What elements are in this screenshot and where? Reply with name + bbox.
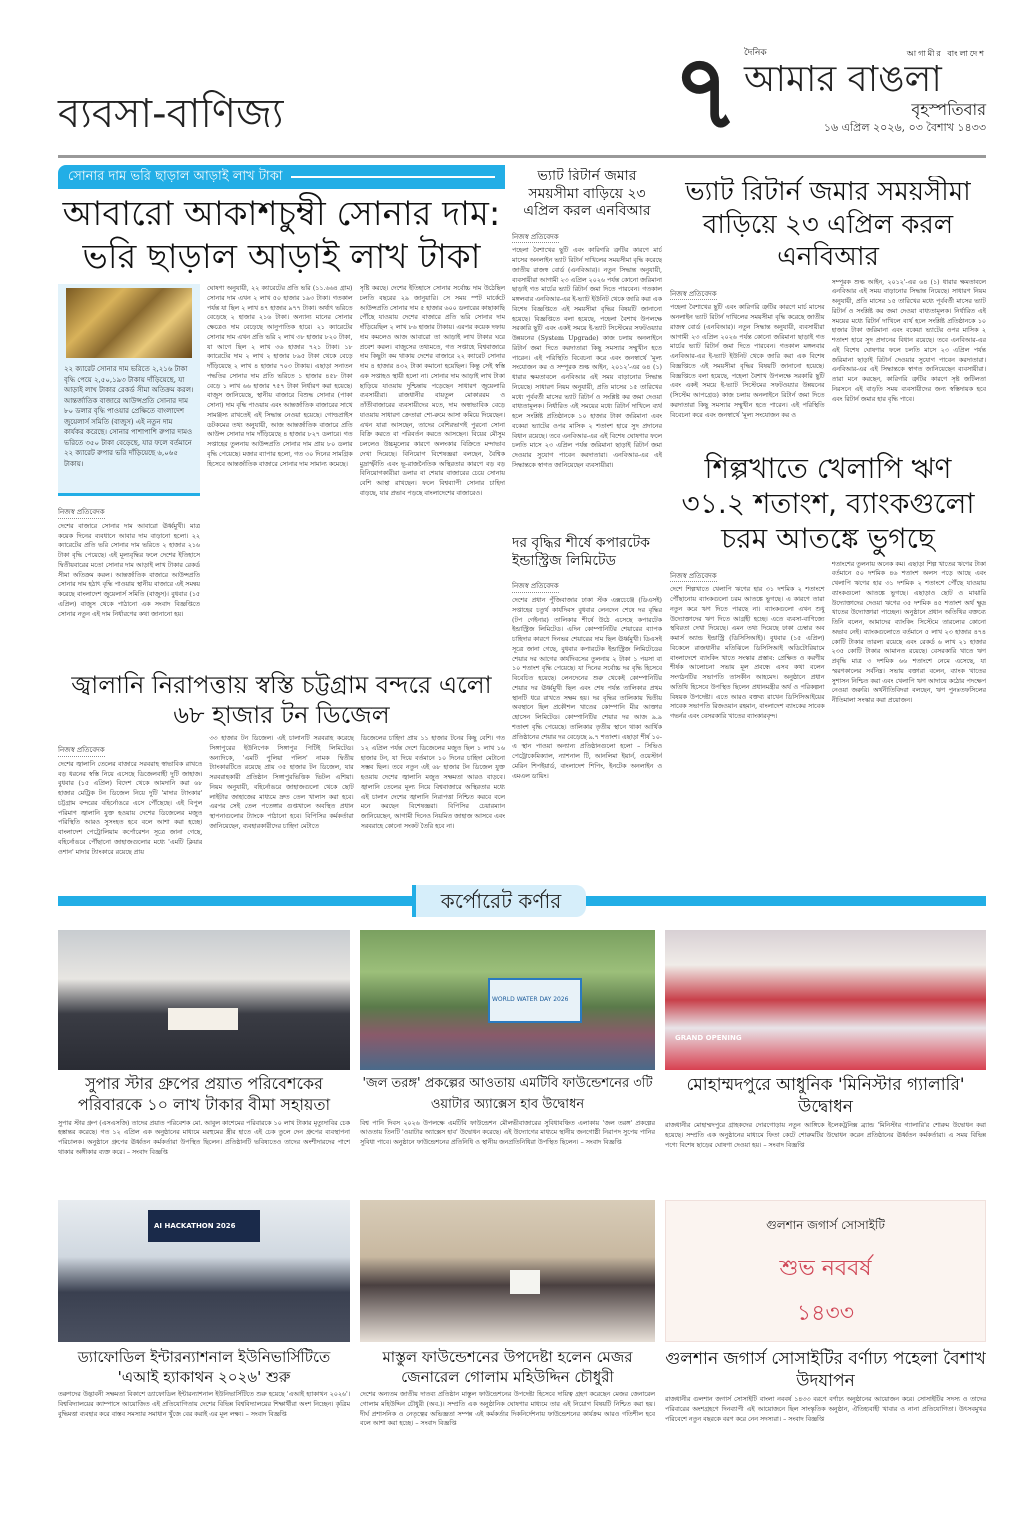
article-column: ঘোষণা অনুযায়ী, ২২ ক্যারেটের প্রতি ভরি (১১.৬৬৪ গ্রাম) সোনার দাম এখন ২ লাখ ৫০ হাজার ১৯৩ টাকা। গতকাল পর্যন্ত যা ছিল ২ লাখ ৪৭ হাজার ৯৭৭ টাকা। অর্থাৎ ভরিতে বেড়েছে ২ হাজার ২১৬ টাকা। অন্যান্য মানের সোনার ক্ষেত্রেও দাম বেড়েছে আনুপাতিক হারে। ২১ ক্যারেটের সোনার দাম এখন প্রতি ভরি ২ লাখ ৩৮ হাজার ৮২০ টাকা, যা আগে ছিল ২ লাখ ৩৬ হাজার ৭২১ টাকা। ১৮ ক্যারেটের দাম ২ লাখ ২ হাজার ৮৯৫ টাকা থেকে বেড়ে দাঁড়িয়েছে ২ লাখ ৪ হাজার ৭০৩ টাকায়। এছাড়া সনাতন পদ্ধতির সোনার দাম প্রতি ভরিতে ১ হাজার ৪৫৮ টাকা বেড়ে ১ লাখ ৬৬ হাজার ৭৫৭ টাকা নির্ধারণ করা হয়েছে। বাজুস জানিয়েছে, স্থানীয় বাজারে বিশুদ্ধ সোনার (পাকা সোনা) দাম বৃদ্ধি পাওয়ায় এবং আন্তর্জাতিক বাজারের সাথে সামঞ্জস্য রাখতেই এই সিদ্ধান্ত নেওয়া হয়েছে। গোল্ডপ্রাইস ডটকমের তথ্য অনুযায়ী, আজ আন্তর্জাতিক বাজারে প্রতি আউন্স সোনার দাম দাঁড়িয়েছে ৪ হাজার ৮২৭ ডলারে। গত সপ্তাহের তুলনায় আউন্সপ্রতি সোনার দাম প্রায় ৮০ ডলার বৃদ্ধি পেয়েছে। মজার ব্যাপার হলো, গত ৩০ দিনের সামগ্রিক হিসেবে আন্তর্জাতিক বাজারে সোনার দাম সামান্য কমেছে।: [207, 285, 353, 468]
article-column: সম্পূরক শুল্ক আইন, ২০১২'-এর ৬৪ (১) ধারার ক্ষমতাবলে এনবিআর এই সময় বাড়ানোর সিদ্ধান্ত নিয়েছে। সাধারণ নিয়ম অনুযায়ী, প্রতি মাসের ১৫ তারিখের মধ্যে পূর্ববর্তী মাসের ভ্যাট রিটার্ন ও সংশ্লিষ্ট কর জমা দেওয়া বাধ্যতামূলক। নির্ধারিত এই সময়ের মধ্যে রিটার্ন দাখিলে ব্যর্থ হলে সংশ্লিষ্ট প্রতিষ্ঠানকে ১০ হাজার টাকা জরিমানা এবং বকেয়া ভ্যাটের ওপর মাসিক ২ শতাংশ হারে সুদ প্রদানের বিধান রয়েছে। তবে এনবিআর-এর এই বিশেষ ঘোষণার ফলে চলতি মাসে ২৩ এপ্রিল পর্যন্ত জরিমানা ছাড়াই রিটার্ন দেওয়ার সুযোগ পাবেন করদাতারা। এনবিআর-এর এই সিদ্ধান্তকে স্বাগত জানিয়েছেন ব্যবসায়ীরা। তারা মনে করছেন, কারিগরি ত্রুটির কারণে সৃষ্ট জটিলতা নিরসনে এই বাড়তি সময় ব্যবসায়ীদের জন্য স্বস্তিদায়ক হবে এবং রিটার্ন জমার হার বৃদ্ধি পাবে।: [831, 278, 986, 403]
banner-text: WORLD WATER DAY 2026: [492, 996, 569, 1003]
corporate-story: [665, 1074, 986, 1178]
gold-sidebar-box: [58, 284, 200, 496]
byline: নিজস্ব প্রতিবেদক: [512, 582, 559, 593]
gold-kicker: [58, 165, 505, 189]
article-column: দেশের বাজারে সোনার দাম আবারো ঊর্ধ্বমুখী। মাত্র কয়েক দিনের ব্যবধানে আবার দাম বাড়ানো হলো। ২২ ক্যারেটের প্রতি ভরি সোনার দাম ভরিতে ২ হাজার ২১৬ টাকা বৃদ্ধি পেয়েছে। এই মূল্যবৃদ্ধির ফলে দেশের ইতিহাসে দ্বিতীয়বারের মতো সোনার দাম আড়াই লাখ টাকার রেকর্ড সীমা অতিক্রম করল। আন্তর্জাতিক বাজারে আউন্সপ্রতি সোনার দাম হঠাৎ বৃদ্ধি পাওয়ায় স্থানীয় বাজারে এই সমন্বয় করেছে বাংলাদেশ জুয়েলার্স সমিতি (বাজুস)। বুধবার (১৫ এপ্রিল) বাজুস থেকে পাঠানো এক সংবাদ বিজ্ঞপ্তিতে সোনার নতুন এই দাম নির্ধারণের কথা জানানো হয়।: [58, 522, 200, 618]
story-headline[interactable]: সুপার স্টার গ্রুপের প্রয়াত পরিবেশকের পরিবারকে ১০ লাখ টাকার বীমা সহায়তা: [77, 1074, 331, 1114]
story-body: [665, 1395, 986, 1476]
coppertech-headline[interactable]: দর বৃদ্ধির শীর্ষে কপারটেক ইন্ডাস্ট্রিজ লিমিটেড: [512, 535, 650, 569]
middle-column: [512, 168, 662, 862]
story-credit: – সংবাদ বিজ্ঞপ্তি: [783, 1415, 825, 1423]
default-loan-headline[interactable]: শিল্পখাতে খেলাপি ঋণ ৩১.২ শতাংশ, ব্যাংকগুলো চরম আতঙ্কে ভুগছে: [681, 451, 975, 555]
gulshan-joggers-poster: [665, 1200, 986, 1342]
article-column: দেশের জ্বালানি তেলের বাজারে সরবরাহ স্বাভাবিক রাখতে বড় ধরনের স্বস্তি নিয়ে এসেছে ডিজেলবাহী দুটি জাহাজ। বুধবার (১৫ এপ্রিল) বিদেশ থেকে আমদানি করা ৬৮ হাজার মেট্রিক টন ডিজেল নিয়ে দুটি 'মাদার ট্যাংকার' চট্টগ্রাম বন্দরের বহির্নোঙরে এসে পৌঁছেছে। এই বিপুল পরিমাণ জ্বালানি যুক্ত হওয়ায় দেশের ডিজেলের মজুত পরিস্থিতি আরও সুসংহত হবে বলে আশা করা হচ্ছে। বাংলাদেশ পেট্রোলিয়াম কর্পোরেশন সূত্রে জানা গেছে, বহির্নোঙরে পৌঁছানো জাহাজগুলোর মধ্যে 'এমটি ক্লিয়ার ওশান' মাদার ট্যাংকারে রয়েছে প্রায়: [58, 760, 203, 856]
article-column: সৃষ্টি করছে। দেশের ইতিহাসে সোনার সর্বোচ্চ দাম উঠেছিল চলতি বছরের ২৯ জানুয়ারি। সে সময় স্পট মার্কেটে আউন্সপ্রতি সোনার দাম ৫ হাজার ৬০০ ডলারের কাছাকাছি পৌঁছে যাওয়ায় দেশের বাজারে প্রতি ভরি সোনার দাম দাঁড়িয়েছিল ২ লাখ ৮৬ হাজার টাকায়। এরপর কয়েক দফায় দাম কমলেও আজ আবারো তা আড়াই লাখ টাকার ঘরে প্রবেশ করল। বাজুসের তথ্যমতে, গত সপ্তাহে বিশ্ববাজারে দাম কিছুটা কম থাকায় দেশের বাজারে ২২ ক্যারেট সোনার দাম ৪ হাজার ৪৩২ টাকা কমানো হয়েছিল। কিন্তু সেই স্বস্তি এক সপ্তাহও স্থায়ী হলো না। সোনার দাম আড়াই লাখ টাকা ছাড়িয়ে যাওয়ায় দুশ্চিন্তায় পড়েছেন সাধারণ জুয়েলারি ব্যবসায়ীরা। রাজধানীর বায়তুল মোকাররম ও তাঁতীবাজারের ব্যবসায়ীদের মতে, দাম অস্বাভাবিক বেড়ে যাওয়ায় সাধারণ ক্রেতারা শো-রুমে আসা কমিয়ে দিয়েছেন। এখন যারা আসছেন, তাদের বেশিরভাগই পুরনো সোনা বিক্রি করতে বা পরিবর্তন করতে আসছেন। বিয়ের মৌসুম চললেও উচ্চমূল্যের কারণে অলংকার বিক্রিতে মন্দাভাব দেখা দিয়েছে। বিনিয়োগ বিশেষজ্ঞরা বলছেন, বৈশ্বিক মুদ্রাস্ফীতি এবং ভূ-রাজনৈতিক অস্থিরতার কারণে বড় বড় বিনিয়োগকারীরা ডলার বা শেয়ার বাজারের চেয়ে সোনায় বেশি আস্থা রাখছেন। ফলে বিশ্বব্যাপী সোনার চাহিদা বাড়ছে, যার প্রভাব পড়ছে বাংলাদেশের বাজারেও।: [359, 285, 505, 497]
corporate-story: [58, 1348, 350, 1476]
right-column: [670, 176, 986, 862]
article-column: পহেলা বৈশাখের ছুটি এবং কারিগরি ত্রুটির কারণে মার্চ মাসের অনলাইন ভ্যাট রিটার্ন দাখিলের সময়সীমা বৃদ্ধি করেছে জাতীয় রাজস্ব বোর্ড (এনবিআর)। নতুন সিদ্ধান্ত অনুযায়ী, ব্যবসায়ীরা আগামী ২৩ এপ্রিল ২০২৬ পর্যন্ত কোনো জরিমানা ছাড়াই গত মার্চের ভ্যাট রিটার্ন জমা দিতে পারবেন। গতকাল মঙ্গলবার এনবিআর-এর ই-ভ্যাট ইউনিট থেকে জারি করা এক বিশেষ বিজ্ঞপ্তিতে এই সময়সীমা বৃদ্ধির বিষয়টি জানানো হয়েছে। বিজ্ঞপ্তিতে বলা হয়েছে, পহেলা বৈশাখ উপলক্ষে সরকারি ছুটি এবং একই সময়ে ই-ভ্যাট সিস্টেমের সফটওয়্যার উন্নয়নের (সিস্টেম আপগ্রেড) কাজ চলায় অনলাইনে রিটার্ন জমা দিতে করদাতারা কিছু সমস্যার সম্মুখীন হতে পারেন। এই পরিস্থিতি বিবেচনা করে এবং জনস্বার্থে 'মূল্য সংযোজন কর ও: [670, 304, 825, 419]
certificate: [510, 1270, 540, 1294]
kicker-line: [291, 176, 495, 178]
story-text: সুপার স্টার গ্রুপ (এসএসজি) তাদের প্রয়াত পরিবেশক মো. আবুল কাশেমের পরিবারকে ১০ লাখ টাকার মৃত্যুদাবির চেক হস্তান্তর করেছে। গত ১২ এপ্রিল এক অনুষ্ঠানের মাধ্যমে মরহুমের স্ত্রীর হাতে এই চেক তুলে দেন গ্রুপের ব্যবস্থাপনা পরিচালক। অনুষ্ঠানে গ্রুপের ঊর্ধ্বতন কর্মকর্তারা উপস্থিত ছিলেন। প্রতিষ্ঠানটি ভবিষ্যতেও তাদের অংশীদারদের পাশে থাকার অঙ্গীকার ব্যক্ত করে।: [58, 1119, 350, 1156]
masthead-rule: [58, 155, 986, 158]
poster-greeting: শুভ নববর্ষ: [779, 1256, 872, 1281]
story-body: [665, 1121, 986, 1178]
minister-gallery-photo: [665, 930, 986, 1070]
diesel-columns: [58, 734, 505, 862]
article-column: পহেলা বৈশাখের ছুটি এবং কারিগরি ত্রুটির কারণে মার্চ মাসের অনলাইন ভ্যাট রিটার্ন দাখিলের সময়সীমা বৃদ্ধি করেছে জাতীয় রাজস্ব বোর্ড (এনবিআর)। নতুন সিদ্ধান্ত অনুযায়ী, ব্যবসায়ীরা আগামী ২৩ এপ্রিল ২০২৬ পর্যন্ত কোনো জরিমানা ছাড়াই গত মার্চের ভ্যাট রিটার্ন জমা দিতে পারবেন। গতকাল মঙ্গলবার এনবিআর-এর ই-ভ্যাট ইউনিট থেকে জারি করা এক বিশেষ বিজ্ঞপ্তিতে এই সময়সীমা বৃদ্ধির বিষয়টি জানানো হয়েছে। বিজ্ঞপ্তিতে বলা হয়েছে, পহেলা বৈশাখ উপলক্ষে সরকারি ছুটি এবং একই সময়ে ই-ভ্যাট সিস্টেমের সফটওয়্যার উন্নয়নের (System Upgrade) কাজ চলায় অনলাইনে রিটার্ন জমা দিতে করদাতারা কিছু সমস্যার সম্মুখীন হতে পারেন। এই পরিস্থিতি বিবেচনা করে এবং জনস্বার্থে 'মূল্য সংযোজন কর ও সম্পূরক শুল্ক আইন, ২০১২'-এর ৬৪ (১) ধারার ক্ষমতাবলে এনবিআর এই সময় বাড়ানোর সিদ্ধান্ত নিয়েছে। সাধারণ নিয়ম অনুযায়ী, প্রতি মাসের ১৫ তারিখের মধ্যে পূর্ববর্তী মাসের ভ্যাট রিটার্ন ও সংশ্লিষ্ট কর জমা দেওয়া বাধ্যতামূলক। নির্ধারিত এই সময়ের মধ্যে রিটার্ন দাখিলে ব্যর্থ হলে সংশ্লিষ্ট প্রতিষ্ঠানকে ১০ হাজার টাকা জরিমানা এবং বকেয়া ভ্যাটের ওপর মাসিক ২ শতাংশ হারে সুদ প্রদানের বিধান রয়েছে। তবে এনবিআর-এর এই বিশেষ ঘোষণার ফলে চলতি মাসে ২৩ এপ্রিল পর্যন্ত জরিমানা ছাড়াই রিটার্ন জমা দেওয়ার সুযোগ পাবেন করদাতারা। এনবিআর-এর এই সিদ্ধান্তকে স্বাগত জানিয়েছেন ব্যবসায়ীরা।: [512, 247, 662, 469]
corporate-story: [665, 1348, 986, 1476]
story-credit: – সংবাদ বিজ্ঞপ্তি: [763, 1141, 805, 1149]
mastul-foundation-photo: [360, 1200, 655, 1342]
gold-headline[interactable]: আবারো আকাশচুম্বী সোনার দাম: ভরি ছাড়াল আড়াই লাখ টাকা: [62, 194, 501, 277]
story-credit: – সংবাদ বিজ্ঞপ্তি: [415, 1420, 457, 1428]
corporate-corner-label: কর্পোরেট কর্ণার: [412, 885, 586, 917]
story-body: [58, 1119, 350, 1178]
story-headline[interactable]: 'জল তরঙ্গ' প্রকল্পের আওতায় এমটিবি ফাউন্ডেশনের ৩টি ওয়াটার অ্যাক্সেস হাব উদ্বোধন: [362, 1076, 653, 1112]
newspaper-logo: [744, 59, 986, 100]
gold-column-left: [58, 284, 200, 657]
byline: নিজস্ব প্রতিবেদক: [58, 746, 105, 757]
corporate-story: [360, 1074, 655, 1178]
daffodil-hackathon-photo: [58, 1200, 350, 1342]
banner-text: GRAND OPENING: [675, 1034, 742, 1042]
gold-columns: [58, 284, 505, 657]
page-number: ৭: [672, 31, 740, 153]
story-text: রাজধানীর গুলশান জগার্স সোসাইটি বাংলা নববর্ষ ১৪৩৩ বরণে বর্ণাঢ্য অনুষ্ঠানের আয়োজন করে। সোসাইটির সদস্য ও তাদের পরিবারের অংশগ্রহণে দিনব্যাপী এই আয়োজনে ছিল সাংস্কৃতিক অনুষ্ঠান, ঐতিহ্যবাহী খাবার ও নানা প্রতিযোগিতা। উৎসবমুখর পরিবেশে নতুন বছরকে বরণ করে নেন সদস্যরা।: [665, 1396, 986, 1423]
vat-headline[interactable]: ভ্যাট রিটার্ন জমার সময়সীমা বাড়িয়ে ২৩ এপ্রিল করল এনবিআর: [685, 177, 971, 272]
story-credit: – সংবাদ বিজ্ঞপ্তি: [580, 1139, 622, 1147]
default-loan-columns: [670, 560, 986, 863]
default-loan-column-left: [670, 560, 825, 863]
article-column: ডিজেলের চাহিদা প্রায় ১১ হাজার টনের কিছু বেশি। গত ১২ এপ্রিল পর্যন্ত দেশে ডিজেলের মজুত ছিল ১ লাখ ১৬ হাজার টন, যা দিয়ে বর্তমানে ১০ দিনের চাহিদা মেটানো সম্ভব ছিল। তবে নতুন এই ৬৮ হাজার টন ডিজেল যুক্ত হওয়ায় দেশের জ্বালানি মজুত সক্ষমতা আরও বাড়বে। জ্বালানি তেলের মূল্য নিয়ে বিশ্ববাজারে অস্থিরতার মধ্যে এই চালান দেশের জ্বালানি নিরাপত্তা নিশ্চিত করবে বলে মনে করছেন বিশেষজ্ঞরা। বিপিসির চেয়ারম্যান জানিয়েছেন, আগামী দিনেও নিয়মিত জাহাজ আসবে এবং সরবরাহে কোনো সংকট তৈরি হবে না।: [360, 735, 505, 830]
story-headline[interactable]: ড্যাফোডিল ইন্টারন্যাশনাল ইউনিভার্সিটিতে 'এআই হ্যাকাথন ২০২৬' শুরু: [77, 1348, 331, 1386]
story-body: [58, 1390, 350, 1476]
issue-date: ১৬ এপ্রিল ২০২৬, ০৩ বৈশাখ ১৪৩৩: [823, 120, 986, 134]
masthead: [744, 48, 986, 135]
article-column: ৩৩ হাজার টন ডিজেল। এই চালানটি সরবরাহ করেছে সিঙ্গাপুরের ইউনিপেক সিঙ্গাপুর পিটিই লিমিটেড। অন্যদিকে, 'এমটি পুলিয়া পলিস' নামক দ্বিতীয় ট্যাংকারটিতে রয়েছে প্রায় ৩৫ হাজার টন ডিজেল, যার সরবরাহকারী প্রতিষ্ঠান সিঙ্গাপুরভিত্তিক ভিটল এশিয়া। নিয়ম অনুযায়ী, বহির্নোঙরে জাহাজগুলো থেকে ছোট লাইটার জাহাজের মাধ্যমে দ্রুত তেল খালাস করা হবে। এরপর সেই তেল পতেঙ্গার গুপ্তখালে অবস্থিত প্রধান স্থাপনাগুলোর ট্যাংকে পাঠানো হবে। বিপিসির কর্মকর্তারা জানিয়েছেন, ব্যবহারকারীদের চাহিদা মেটাতে: [209, 735, 354, 830]
story-text: বিশ্ব পানি দিবস ২০২৬ উপলক্ষে এমটিবি ফাউন্ডেশন মৌলভীবাজারের সুবিধাবঞ্চিত এলাকায় 'জল তরঙ্গ' প্রকল্পের আওতায় তিনটি 'ওয়াটার অ্যাক্সেস হাব' উদ্বোধন করেছে। এই উদ্যোগের মাধ্যমে স্থানীয় জনগোষ্ঠী নিরাপদ সুপেয় পানির সুবিধা পাবে। অনুষ্ঠানে ফাউন্ডেশনের প্রতিনিধি ও স্থানীয় জনপ্রতিনিধিরা উপস্থিত ছিলেন।: [360, 1119, 655, 1147]
byline: নিজস্ব প্রতিবেদক: [670, 572, 717, 583]
diesel-headline[interactable]: জ্বালানি নিরাপত্তায় স্বস্তি চট্টগ্রাম বন্দরে এলো ৬৮ হাজার টন ডিজেল: [71, 671, 492, 729]
super-star-group-photo: [58, 930, 350, 1070]
story-body: [360, 1390, 655, 1476]
vat-small-headline[interactable]: ভ্যাট রিটার্ন জমার সময়সীমা বাড়িয়ে ২৩ এপ্রিল করল এনবিআর: [523, 168, 651, 219]
vat-columns: [670, 278, 986, 443]
byline: নিজস্ব প্রতিবেদক: [670, 290, 717, 301]
diesel-column-left: [58, 734, 202, 862]
story-body: [360, 1119, 655, 1178]
corporate-story: [360, 1348, 655, 1476]
byline: নিজস্ব প্রতিবেদক: [512, 233, 559, 244]
story-text: তরুণদের উদ্ভাবনী সক্ষমতা বিকাশে ড্যাফোডিল ইন্টারন্যাশনাল ইউনিভার্সিটিতে শুরু হয়েছে 'এআই হ্যাকাথন ২০২৬'। বিশ্ববিদ্যালয়ের ক্যাম্পাসে আয়োজিত এই প্রতিযোগিতায় দেশের বিভিন্ন বিশ্ববিদ্যালয়ের শিক্ষার্থীরা অংশ নিচ্ছেন। কৃত্রিম বুদ্ধিমত্তা ব্যবহার করে বাস্তব সমস্যার সমাধান খুঁজে বের করাই এর মূল লক্ষ্য।: [58, 1391, 350, 1418]
kicker-text: সোনার দাম ভরি ছাড়াল আড়াই লাখ টাকা: [68, 168, 283, 184]
article-column: দেশে শিল্পখাতে খেলাপি ঋণের হার ৩১ দশমিক ২ শতাংশে পৌঁছানোয় ব্যাংকগুলো চরম আতঙ্কে ভুগছে। এ কারণে তারা নতুন করে ঋণ দিতে পারছে না। ব্যাংকগুলো এখন শুধু উদ্যোক্তাদের ঋণ দিতে আগ্রহী হচ্ছে। এতে ব্যবসা-বাণিজ্যে স্থবিরতা দেখা দিয়েছে। এমন তথ্য দিয়েছে ঢাকা চেম্বার অব কমার্স অ্যান্ড ইন্ডাস্ট্রি (ডিসিসিআই)। বুধবার (১৫ এপ্রিল) বিকেলে রাজধানীর মতিঝিলে ডিসিসিআই অডিটোরিয়ামে বাংলাদেশে ব্যাংকিং খাতে সংস্কার প্রস্তাব: প্রেক্ষিত ও করণীয় শীর্ষক আলোচনা সভায় মূল প্রবন্ধে এসব কথা বলেন সংগঠনটির সভাপতি তাসকীন আহমেদ। অনুষ্ঠানে প্রধান অতিথি হিসেবে উপস্থিত ছিলেন প্রধানমন্ত্রীর অর্থ ও পরিকল্পনা বিষয়ক উপদেষ্টা। এতে আরও বক্তব্য রাখেন ডিসিসিআইয়ের সাবেক সভাপতি রিজওয়ান রহমান, বাংলাদেশ ব্যাংকের সাবেক গভর্নর এবং বেসরকারি খাতের ব্যাংকারবৃন্দ।: [670, 586, 825, 721]
story-credit: – সংবাদ বিজ্ঞপ্তি: [126, 1148, 168, 1156]
logo-daily: দৈনিক: [744, 48, 767, 58]
logo-tagline: আগামীর বাংলাদেশ: [906, 49, 986, 59]
vat-column-left: [670, 278, 825, 443]
logo-text: আমার বাঙলা: [744, 58, 942, 100]
byline: নিজস্ব প্রতিবেদক: [58, 508, 105, 519]
poster-title: গুলশান জগার্স সোসাইটি: [766, 1218, 885, 1232]
weekday: বৃহস্পতিবার: [911, 100, 986, 120]
article-column: দেশের প্রধান পুঁজিবাজার ঢাকা স্টক এক্সচেঞ্জে (ডিএসই) সপ্তাহের চতুর্থ কার্যদিবস বুধবার লেনদেন শেষে দর বৃদ্ধির (টপ গেইনার) তালিকার শীর্ষে উঠে এসেছে কপারটেক ইন্ডাস্ট্রিজ লিমিটেড। এদিন কোম্পানিটির শেয়ারের ব্যাপক চাহিদার কারণে দিনভর শেয়ারের দাম ছিল ঊর্ধ্বমুখী। ডিএসই সূত্রে জানা গেছে, বুধবার কপারটেক ইন্ডাস্ট্রিজ লিমিটেডের শেয়ার দর আগের কার্যদিবসের তুলনায় ২ টাকা ১ পয়সা বা ১০ শতাংশ বৃদ্ধি পেয়েছে। যা দিনের সর্বোচ্চ দর বৃদ্ধি হিসেবে বিবেচিত হয়েছে। লেনদেনের শুরু থেকেই কোম্পানিটির শেয়ার দর ঊর্ধ্বমুখী ছিল এবং শেষ পর্যন্ত তালিকার প্রথম স্থানটি ধরে রাখতে সক্ষম হয়। দর বৃদ্ধির তালিকায় দ্বিতীয় অবস্থানে ছিল প্রকৌশল খাতের কোম্পানি মীর আক্তার হোসেন লিমিটেড। কোম্পানিটির শেয়ার দর আজ ৯.৯ শতাংশ বৃদ্ধি পেয়েছে। তালিকার তৃতীয় স্থানে থাকা আর্থিক প্রতিষ্ঠানের শেয়ার দর বেড়েছে ৯.৭ শতাংশ। এছাড়া শীর্ষ ১০-এ স্থান পাওয়া অন্যান্য প্রতিষ্ঠানগুলো হলো – সিভিও পেট্রোকেমিক্যাল, ন্যাশনাল টি, আনলিমা ইয়ার্ন, ওয়েস্টার্ন মেরিন শিপইয়ার্ড, বাংলাদেশ শিপিং, ইনটেক অনলাইন ও এমএল ডায়িং।: [512, 597, 662, 780]
section-title: ব্যবসা-বাণিজ্য: [58, 91, 284, 137]
story-headline[interactable]: গুলশান জগার্স সোসাইটির বর্ণাঢ্য পহেলা বৈশাখ উদযাপন: [665, 1349, 986, 1392]
story-headline[interactable]: মোহাম্মদপুরে আধুনিক 'মিনিস্টার গ্যালারি' উদ্বোধন: [686, 1075, 965, 1118]
gold-jewelry-photo: [66, 288, 192, 358]
corporate-story: [58, 1074, 350, 1178]
cheque-board: [168, 1008, 238, 1030]
diesel-story: [58, 670, 505, 862]
poster-year: ১৪৩৩: [796, 1301, 855, 1326]
story-headline[interactable]: মাস্তুল ফাউন্ডেশনের উপদেষ্টা হলেন মেজর জেনারেল গোলাম মহিউদ্দিন চৌধুরী: [382, 1348, 633, 1386]
gold-story: [58, 165, 505, 657]
story-text: রাজধানীর মোহাম্মদপুরে গ্রাহকদের দোরগোড়ায় নতুন আঙ্গিকে ইলেকট্রনিক্স ব্র্যান্ড 'মিনিস্টার গ্যালারি'র শোরুম উদ্বোধন করা হয়েছে। সম্প্রতি এক অনুষ্ঠানের মাধ্যমে ফিতা কেটে শোরুমটির উদ্বোধন করেন প্রতিষ্ঠানের ঊর্ধ্বতন কর্মকর্তারা। এ সময় বিভিন্ন পণ্যে বিশেষ ছাড়ের ঘোষণা দেওয়া হয়।: [665, 1122, 986, 1149]
logo-top-row: [744, 48, 986, 59]
banner-text: AI HACKATHON 2026: [154, 1222, 236, 1230]
mtb-foundation-photo: [360, 930, 655, 1070]
gold-caption: ২২ ক্যারেট সোনার দাম ভরিতে ২,২১৬ টাকা বৃদ্ধি পেয়ে ২,৫০,১৯৩ টাকায় দাঁড়িয়েছে, যা আড়াই লাখ টাকার রেকর্ড সীমা অতিক্রম করল। আন্তর্জাতিক বাজারে আউন্সপ্রতি সোনার দাম ৮০ ডলার বৃদ্ধি পাওয়ার প্রেক্ষিতে বাংলাদেশ জুয়েলার্স সমিতি (বাজুস) এই নতুন দাম কার্যকর করেছে। সোনার পাশাপাশি রুপার দামও ভরিতে ৩৫০ টাকা বেড়েছে, যার ফলে বর্তমানে ২২ ক্যারেট রুপার ভরি দাঁড়িয়েছে ৬,০৬৫ টাকায়।: [64, 365, 194, 468]
story-text: দেশের অন্যতম জাতীয় দাতব্য প্রতিষ্ঠান মাস্তুল ফাউন্ডেশনের উপদেষ্টা হিসেবে দায়িত্ব গ্রহণ করেছেন মেজর জেনারেল গোলাম মহিউদ্দিন চৌধুরী (অব.)। সম্প্রতি এক অনুষ্ঠানিক ঘোষণার মাধ্যমে তার এই নিয়োগ বিষয়টি নিশ্চিত করা হয়। দীর্ঘ প্রশাসনিক ও নেতৃত্বের অভিজ্ঞতা সম্পন্ন এই কর্মকর্তার দিকনির্দেশনায় ফাউন্ডেশনের কার্যক্রম আরও গতিশীল হবে বলে আশা করা হচ্ছে।: [360, 1391, 655, 1428]
article-column: শতাংশের তুলনায় অনেক কম। এছাড়া শিল্প খাতের ঋণের টাকা বর্তমানে ৫০ দশমিক ৪৬ শতাংশ অলস পড়ে আছে এবং খেলাপি ঋণের হার ৩১ দশমিক ২ শতাংশে পৌঁছে যাওয়ায় ব্যাংকগুলো আতঙ্কে ভুগছে। এছাড়াও ছোট ও মাঝারি উদ্যোক্তাদের দেওয়া ঋণের ৩৫ দশমিক ৪৫ শতাংশ অর্থ ক্ষুদ্র খাতের উদ্যোক্তারা পাচ্ছেন। অনুষ্ঠানে প্রধান অতিথির বক্তব্যে তিনি বলেন, আমাদের ব্যাংকিং সিস্টেমে তারল্যের কোনো অভাব নেই। ব্যাংকগুলোতে বর্তমানে ৫ লাখ ২৩ হাজার ৪৭৪ কোটি টাকার তারল্য রয়েছে এবং রেকর্ড ৬ লাখ ২১ হাজার ২৩৫ কোটি টাকার আমানত রয়েছে। বেসরকারি খাতে ঋণ প্রবৃদ্ধি মাত্র ৩ দশমিক ৬৬ শতাংশে নেমে এসেছে, যা স্মরণকালের সর্বনিম্ন। সভায় বক্তারা বলেন, ব্যাংক খাতের সুশাসন নিশ্চিত করা এবং খেলাপি ঋণ আদায়ে কঠোর পদক্ষেপ নেওয়া জরুরি। অর্থনীতিবিদরা বলছেন, ঋণ পুনঃতফসিলের নীতিমালা সংস্কার করা প্রয়োজন।: [831, 560, 986, 704]
story-credit: – সংবাদ বিজ্ঞপ্তি: [245, 1410, 287, 1418]
